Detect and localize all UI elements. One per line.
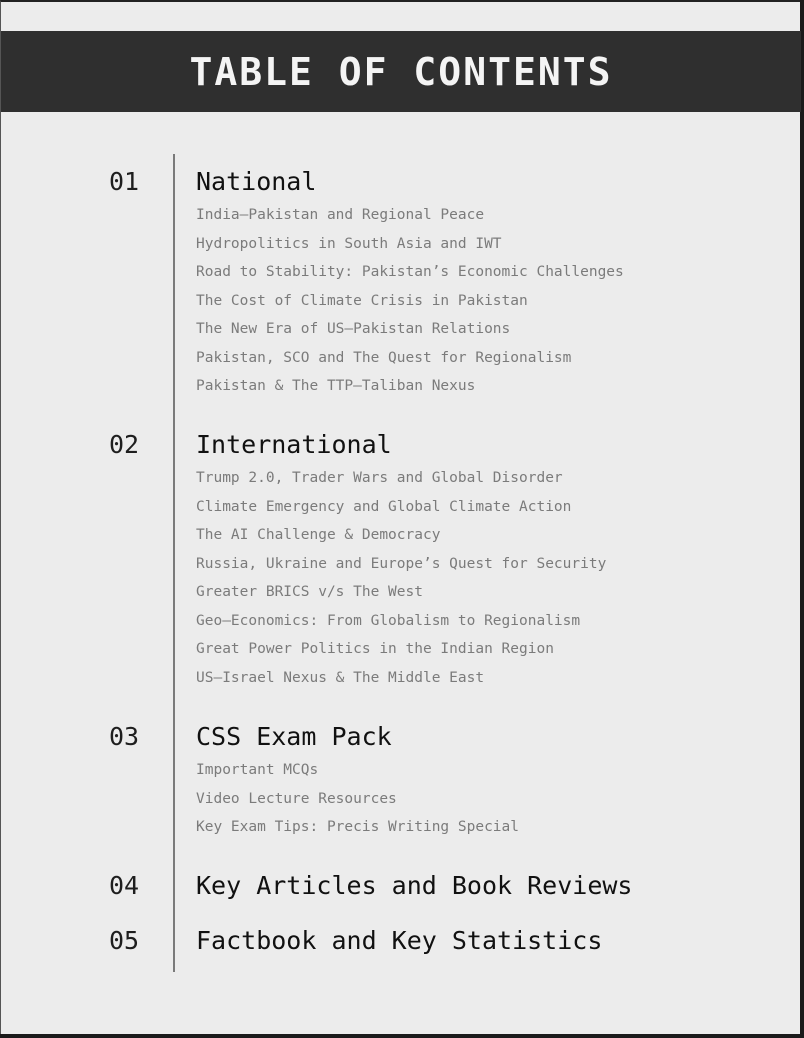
vertical-divider [173, 154, 175, 972]
toc-item[interactable]: Climate Emergency and Global Climate Action [196, 498, 572, 515]
section-title[interactable]: CSS Exam Pack [196, 722, 392, 751]
toc-item[interactable]: Pakistan, SCO and The Quest for Regionalism [196, 349, 572, 366]
toc-item[interactable]: Hydropolitics in South Asia and IWT [196, 235, 502, 252]
toc-item[interactable]: Great Power Politics in the Indian Region [196, 641, 554, 657]
page-title: TABLE OF CONTENTS [189, 49, 613, 94]
section-number: 05 [109, 926, 140, 955]
toc-item[interactable]: The New Era of US–Pakistan Relations [196, 321, 511, 337]
toc-item[interactable]: The Cost of Climate Crisis in Pakistan [196, 292, 528, 309]
section-items [196, 205, 624, 405]
section-number: 03 [109, 722, 140, 751]
toc-item[interactable]: US–Israel Nexus & The Middle East [196, 669, 485, 686]
toc-item[interactable]: India–Pakistan and Regional Peace [196, 207, 485, 223]
section-title[interactable]: International [196, 430, 392, 459]
toc-item[interactable]: Russia, Ukraine and Europe’s Quest for Security [196, 555, 607, 572]
toc-item[interactable]: Greater BRICS v/s The West [196, 584, 423, 600]
toc-item[interactable]: Trump 2.0, Trader Wars and Global Disorder [196, 470, 563, 486]
toc-item[interactable]: Video Lecture Resources [196, 790, 397, 807]
toc-item[interactable]: Pakistan & The TTP–Taliban Nexus [196, 378, 476, 394]
toc-item[interactable]: The AI Challenge & Democracy [196, 527, 441, 543]
toc-item[interactable]: Road to Stability: Pakistan’s Economic Challenges [196, 264, 624, 280]
section-title[interactable]: National [196, 167, 317, 196]
section-items [196, 468, 606, 696]
section-number: 04 [109, 871, 140, 900]
title-banner [1, 31, 801, 112]
toc-item[interactable]: Key Exam Tips: Precis Writing Special [196, 819, 520, 835]
toc-item[interactable]: Important MCQs [196, 762, 319, 778]
section-number: 01 [109, 167, 140, 196]
section-number: 02 [109, 430, 140, 459]
section-title[interactable]: Factbook and Key Statistics [196, 926, 603, 955]
section-items [196, 760, 519, 846]
toc-item[interactable]: Geo–Economics: From Globalism to Regionalism [196, 612, 581, 629]
section-title[interactable]: Key Articles and Book Reviews [196, 871, 633, 900]
